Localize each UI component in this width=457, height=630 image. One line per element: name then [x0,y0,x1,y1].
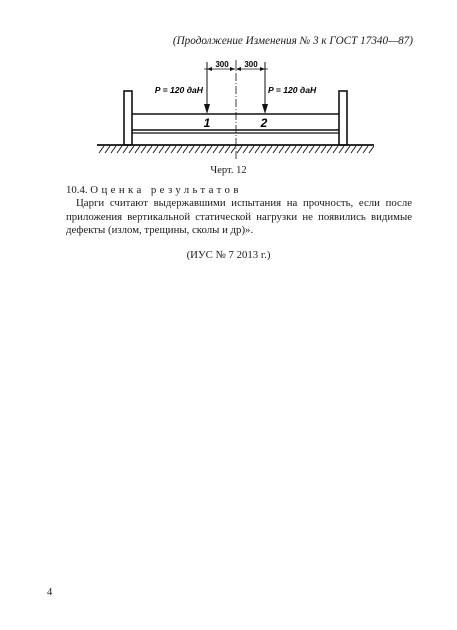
hatch-stroke [195,146,200,153]
hatch-stroke [159,146,164,153]
hatch-stroke [303,146,308,153]
load-label-left: P = 120 даН [154,85,203,95]
hatch-stroke [321,146,326,153]
hatch-stroke [129,146,134,153]
hatch-stroke [255,146,260,153]
hatch-stroke [357,146,362,153]
hatch-stroke [123,146,128,153]
section-heading [66,184,242,196]
hatch-stroke [315,146,320,153]
hatch-stroke [189,146,194,153]
page-header: (Продолжение Изменения № 3 к ГОСТ 17340—87) [172,35,413,47]
hatch-stroke [165,146,170,153]
hatch-stroke [333,146,338,153]
hatch-stroke [183,146,188,153]
hatch-stroke [369,146,374,153]
hatch-stroke [237,146,242,153]
section-title: Оценка результатов [90,184,242,196]
hatch-stroke [309,146,314,153]
hatch-stroke [363,146,368,153]
hatch-stroke [213,146,218,153]
hatch-stroke [105,146,110,153]
dimension-arrow-right [260,67,265,71]
hatch-stroke [135,146,140,153]
hatch-stroke [177,146,182,153]
hatch-stroke [207,146,212,153]
test-scheme-drawing [0,0,457,170]
hatch-stroke [243,146,248,153]
figure-caption: Черт. 12 [210,165,247,176]
hatch-stroke [231,146,236,153]
hatch-stroke [225,146,230,153]
hatch-stroke [111,146,116,153]
point-label-1: 1 [203,116,211,130]
hatch-stroke [351,146,356,153]
dimension-arrow-left [207,67,212,71]
point-label-2: 2 [260,116,268,130]
hatch-stroke [267,146,272,153]
dimension-arrow-mid-left [230,67,235,71]
amendment-reference: (ИУС № 7 2013 г.) [186,249,271,261]
load-arrowhead-left [204,104,210,114]
hatch-stroke [345,146,350,153]
section-paragraph [66,197,412,238]
load-arrowhead-right [262,104,268,114]
hatch-stroke [285,146,290,153]
hatch-stroke [297,146,302,153]
hatch-stroke [219,146,224,153]
hatch-stroke [249,146,254,153]
hatch-stroke [99,146,104,153]
hatch-stroke [273,146,278,153]
hatch-stroke [291,146,296,153]
dimension-arrow-mid-right [236,67,241,71]
page-number: 4 [47,587,53,598]
ground-hatching [99,146,374,153]
hatch-stroke [171,146,176,153]
hatch-stroke [201,146,206,153]
hatch-stroke [153,146,158,153]
hatch-stroke [141,146,146,153]
post-right [339,91,347,145]
section-number: 10.4. [66,184,88,196]
dimension-label-right: 300 [244,60,258,69]
hatch-stroke [327,146,332,153]
hatch-stroke [339,146,344,153]
paragraph-text: Царги считают выдержавшими испытания на прочность, если после приложения вертикальной статической нагрузки не появились видимые дефекты (излом, трещины, сколы и др)». [66,197,412,236]
dimension-label-left: 300 [215,60,229,69]
post-left [124,91,132,145]
hatch-stroke [147,146,152,153]
load-label-right: P = 120 даН [268,85,317,95]
hatch-stroke [279,146,284,153]
hatch-stroke [261,146,266,153]
hatch-stroke [117,146,122,153]
